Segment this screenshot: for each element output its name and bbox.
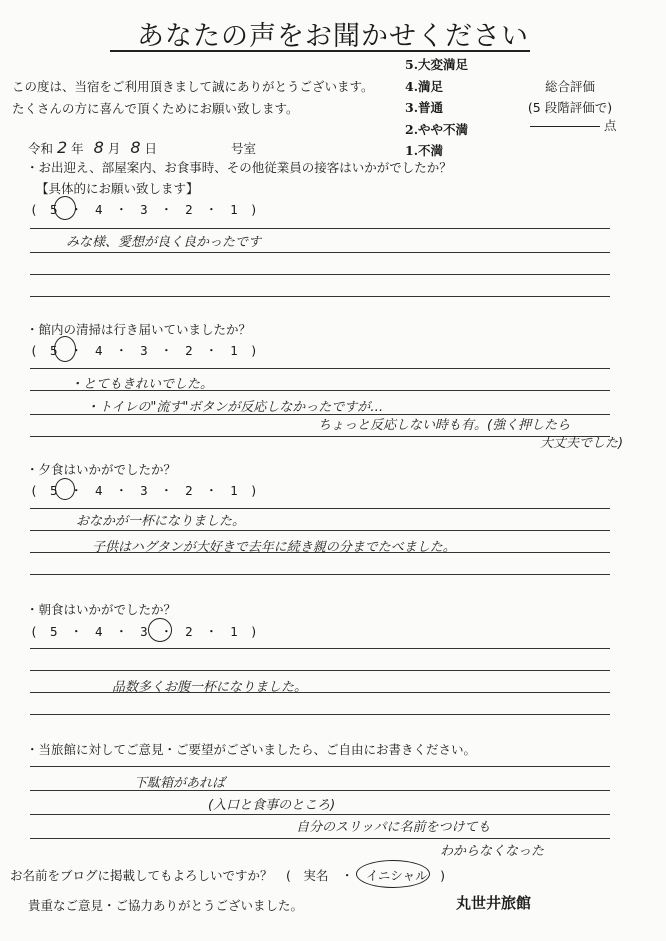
- comment-2-1: ・とてもきれいでした。: [70, 377, 214, 392]
- rating-2-selected-circle: [54, 336, 76, 362]
- overall-score-blank[interactable]: [530, 126, 600, 127]
- comment-line: [30, 508, 610, 509]
- blog-option-selected-circle: [356, 860, 430, 888]
- rating-2[interactable]: ( 5 ・ 4 ・ 3 ・ 2 ・ 1 ): [30, 343, 258, 358]
- date-month[interactable]: 8: [93, 138, 104, 157]
- comment-line: [30, 252, 610, 253]
- thanks-text: 貴重なご意見・ご協力ありがとうございました。: [28, 898, 304, 913]
- satisfaction-scale: [405, 54, 468, 162]
- question-2: ・館内の清掃は行き届いていましたか？: [26, 322, 252, 337]
- comment-5-2: (入口と食事のところ): [208, 798, 336, 813]
- blog-question: お名前をブログに掲載してもよろしいですか？: [10, 868, 273, 883]
- comment-line: [30, 790, 610, 791]
- overall-rating: [510, 76, 630, 118]
- comment-line: [30, 714, 610, 715]
- comment-2-2: ・トイレの"流す"ボタンが反応しなかったですが…: [86, 400, 384, 415]
- overall-label: 総合評価: [544, 79, 595, 94]
- comment-1-1: みな様、愛想が良く良かったです: [66, 235, 262, 250]
- comment-line: [30, 274, 610, 275]
- comment-line: [30, 368, 610, 369]
- comment-4-1: 品数多くお腹一杯になりました。: [112, 680, 308, 695]
- title-underline: [110, 50, 530, 52]
- comment-line: [30, 228, 610, 229]
- comment-2-3: ちょっと反応しない時も有。(強く押したら: [318, 418, 571, 433]
- intro-line-1: この度は、当宿をご利用頂きまして誠にありがとうございます。: [12, 79, 374, 94]
- room-label: 号室: [231, 141, 257, 156]
- hotel-name: 丸世井旅館: [456, 894, 532, 912]
- scale-2: 2.やや不満: [405, 121, 469, 137]
- scale-5: 5.大変満足: [405, 57, 469, 72]
- rating-3-selected-circle: [55, 478, 75, 500]
- date-year[interactable]: 2: [57, 138, 68, 157]
- intro-text: [12, 76, 374, 120]
- intro-line-2: たくさんの方に喜んで頂くためにお願い致します。: [12, 101, 299, 116]
- date-day-unit: 日: [144, 141, 158, 156]
- date-month-unit: 月: [107, 141, 121, 156]
- rating-3[interactable]: ( 5 ・ 4 ・ 3 ・ 2 ・ 1 ): [30, 483, 258, 498]
- date-year-unit: 年: [71, 141, 84, 156]
- blog-options[interactable]: ( 実名 ・ イニシャル ): [286, 868, 446, 883]
- comment-2-4: 大丈夫でした): [540, 436, 624, 451]
- date-day[interactable]: 8: [130, 138, 141, 157]
- comment-5-1: 下駄箱があれば: [134, 776, 226, 791]
- comment-line: [30, 670, 610, 671]
- comment-line: [30, 692, 610, 693]
- rating-1[interactable]: ( 5 ・ 4 ・ 3 ・ 2 ・ 1 ): [30, 202, 258, 217]
- comment-3-2: 子供はハグタンが大好きで去年に続き親の分までたべました。: [92, 540, 456, 555]
- comment-5-4: わからなくなった: [440, 844, 545, 859]
- comment-line: [30, 436, 610, 437]
- comment-5-3: 自分のスリッパに名前をつけても: [296, 820, 491, 835]
- comment-line: [30, 648, 610, 649]
- question-4: ・朝食はいかがでしたか？: [26, 602, 177, 617]
- comment-line: [30, 766, 610, 767]
- comment-line: [30, 390, 610, 391]
- comment-line: [30, 296, 610, 297]
- comment-line: [30, 574, 610, 575]
- date-row: [28, 138, 256, 157]
- question-3: ・夕食はいかがでしたか？: [26, 462, 177, 477]
- scale-4: 4.満足: [405, 78, 444, 94]
- points-label: 点: [604, 118, 617, 133]
- comment-line: [30, 552, 610, 553]
- rating-4-selected-circle: [148, 618, 172, 642]
- question-5: ・当旅館に対してご意見・ご要望がございましたら、ご自由にお書きください。: [26, 742, 477, 757]
- overall-sub: (5 段階評価で): [527, 100, 613, 115]
- question-1-prompt: 【具体的にお願い致します】: [36, 181, 199, 196]
- scale-1: 1.不満: [405, 143, 444, 158]
- rating-4[interactable]: ( 5 ・ 4 ・ 3 ・ 2 ・ 1 ): [30, 624, 258, 639]
- date-era: 令和: [28, 141, 54, 156]
- rating-1-selected-circle: [54, 196, 76, 220]
- comment-3-1: おなかが一杯になりました。: [76, 514, 246, 529]
- comment-line: [30, 838, 610, 839]
- comment-line: [30, 814, 610, 815]
- question-1: ・お出迎え、部屋案内、お食事時、その他従業員の接客はいかがでしたか？: [26, 160, 452, 175]
- scale-3: 3.普通: [405, 100, 444, 115]
- comment-line: [30, 530, 610, 531]
- form-title: あなたの声をお聞かせください: [137, 21, 529, 52]
